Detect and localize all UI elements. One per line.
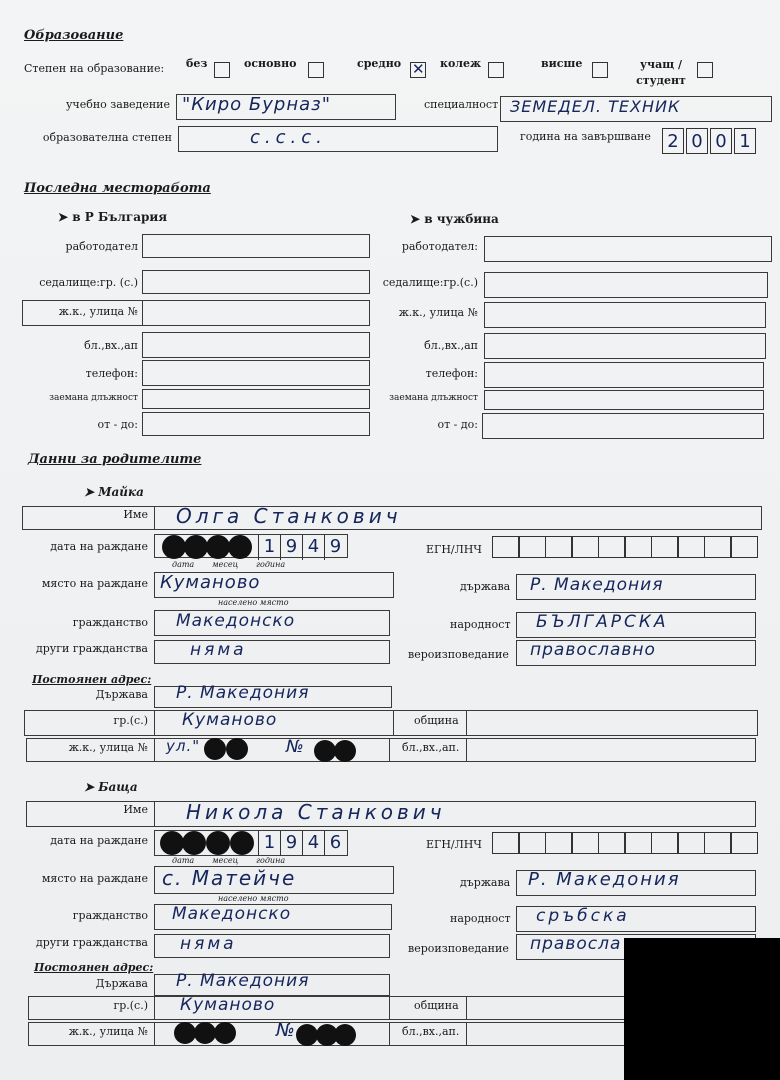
father-birthplace-value: с. Матейче — [162, 866, 297, 890]
abroad-period-label: от - до: — [437, 418, 478, 431]
father-name-value: Никола Станкович — [186, 800, 446, 824]
bg-period-label: от - до: — [97, 418, 138, 431]
father-year-digit-4[interactable]: 6 — [324, 830, 346, 856]
mother-year-digit-1[interactable]: 1 — [258, 534, 280, 560]
abroad-heading-text: в чужбина — [424, 212, 499, 226]
egn-cell[interactable] — [625, 536, 652, 558]
redaction-blot — [314, 740, 336, 762]
redaction-blot — [182, 831, 206, 855]
abroad-block-field[interactable] — [484, 333, 766, 359]
mother-name-label: Име — [123, 508, 148, 521]
bg-street-label: ж.к., улица № — [58, 305, 138, 318]
mother-municipality-field[interactable] — [466, 710, 758, 736]
father-nationality-label: народност — [450, 912, 511, 925]
father-name-label: Име — [123, 803, 148, 816]
bg-employer-label: работодател — [65, 240, 138, 253]
option-basic-checkbox[interactable] — [308, 62, 324, 78]
egn-cell[interactable] — [598, 832, 625, 854]
egn-cell[interactable] — [651, 832, 678, 854]
grad-year-label: година на завършване — [520, 130, 651, 143]
grad-year-digit-4[interactable]: 1 — [734, 128, 756, 154]
mother-country-value: Р. Македония — [530, 575, 664, 595]
father-street-no: № — [276, 1020, 296, 1041]
egn-cell[interactable] — [519, 832, 546, 854]
abroad-block-label: бл.,вх.,ап — [424, 339, 478, 352]
mother-addr-country-label: Държава — [95, 688, 148, 701]
grad-year-digit-1[interactable]: 2 — [662, 128, 684, 154]
father-addr-block-field[interactable] — [466, 1022, 628, 1046]
father-address-title: Постоянен адрес: — [34, 961, 154, 974]
mother-religion-value: православно — [530, 640, 656, 660]
mother-other-citizenship-label: други гражданства — [35, 642, 148, 655]
date-sub-year: година — [256, 560, 286, 569]
mother-citizenship-value: Македонско — [176, 611, 296, 631]
mother-name-value: Олга Станкович — [176, 504, 402, 528]
date-sub-day: дата — [172, 856, 195, 865]
edu-degree-label: образователна степен — [42, 131, 172, 144]
father-country-value: Р. Македония — [528, 869, 681, 890]
egn-cell[interactable] — [492, 536, 519, 558]
bg-employer-field[interactable] — [142, 234, 370, 258]
egn-cell[interactable] — [651, 536, 678, 558]
father-addr-country-value: Р. Македония — [176, 971, 310, 991]
bg-heading — [58, 210, 167, 224]
redaction-blot — [206, 831, 230, 855]
father-nationality-value: сръбска — [536, 906, 630, 926]
arrow-icon: ➤ — [84, 780, 99, 794]
mother-addr-block-label: бл.,вх.,ап. — [402, 741, 460, 754]
bg-period-field[interactable] — [142, 412, 370, 436]
date-sub-year: година — [256, 856, 286, 865]
father-heading — [84, 780, 138, 794]
education-title: Образование — [24, 28, 124, 43]
bg-seat-label: седалище:гр. (с.) — [39, 276, 138, 289]
egn-cell[interactable] — [731, 536, 758, 558]
date-sub-month: месец — [212, 856, 239, 865]
abroad-phone-label: телефон: — [425, 367, 478, 380]
bg-seat-field[interactable] — [142, 270, 370, 294]
father-other-citizenship-label: други гражданства — [35, 936, 148, 949]
degree-label: Степен на образование: — [24, 62, 165, 75]
redaction-blot — [162, 535, 186, 559]
redaction-blot — [334, 1024, 356, 1046]
father-addr-country-label: Държава — [95, 977, 148, 990]
mother-addr-street-label: ж.к., улица № — [68, 741, 148, 754]
egn-cell[interactable] — [731, 832, 758, 854]
date-sub-month: месец — [212, 560, 239, 569]
abroad-street-label: ж.к., улица № — [398, 306, 478, 319]
grad-year-digit-2[interactable]: 0 — [686, 128, 708, 154]
mother-municipality-label: община — [414, 714, 459, 727]
school-value: "Киро Бурназ" — [182, 94, 331, 115]
father-country-label: държава — [460, 876, 511, 889]
specialty-label: специалност — [424, 98, 499, 111]
father-citizenship-label: гражданство — [72, 909, 148, 922]
mother-other-citizenship-value: няма — [190, 640, 247, 660]
redaction-blot — [226, 738, 248, 760]
option-none-checkbox[interactable] — [214, 62, 230, 78]
redaction-blot — [194, 1022, 216, 1044]
mother-street-prefix: ул." — [166, 737, 201, 755]
bg-street-field[interactable] — [142, 300, 370, 326]
abroad-phone-field[interactable] — [484, 362, 764, 388]
option-secondary-label: средно — [357, 57, 402, 70]
school-label: учебно заведение — [65, 98, 170, 111]
abroad-employer-field[interactable] — [484, 236, 772, 262]
option-student-label: учащ / студент — [636, 58, 686, 87]
mother-year-digit-2[interactable]: 9 — [280, 534, 302, 560]
father-year-digit-1[interactable]: 1 — [258, 830, 280, 856]
date-sub-day: дата — [172, 560, 195, 569]
abroad-heading — [410, 212, 499, 226]
egn-cell[interactable] — [704, 536, 731, 558]
option-none-label: без — [186, 57, 208, 70]
father-addr-city-label: гр.(с.) — [113, 999, 148, 1012]
mother-birthplace-value: Куманово — [160, 572, 261, 593]
mother-addr-block-field[interactable] — [466, 738, 756, 762]
father-addr-block-label: бл.,вх.,ап. — [402, 1025, 460, 1038]
mother-addr-country-value: Р. Македония — [176, 683, 310, 703]
egn-cell[interactable] — [678, 536, 705, 558]
option-higher-label: висше — [541, 57, 583, 70]
parents-title: Данни за родителите — [28, 452, 202, 467]
abroad-seat-label: седалище:гр.(с.) — [382, 276, 478, 289]
mother-country-label: държава — [460, 580, 511, 593]
father-religion-label: вероизповедание — [408, 942, 509, 955]
redaction-blot — [160, 831, 184, 855]
father-year-digit-3[interactable]: 4 — [302, 830, 324, 856]
mother-heading-text: Майка — [98, 485, 144, 499]
bg-position-field[interactable] — [142, 389, 370, 409]
abroad-position-field[interactable] — [484, 390, 764, 410]
mother-addr-city-label: гр.(с.) — [113, 714, 148, 727]
redaction-blot — [334, 740, 356, 762]
arrow-icon: ➤ — [58, 210, 73, 224]
father-other-citizenship-value: няма — [180, 934, 237, 954]
abroad-street-field[interactable] — [484, 302, 766, 328]
egn-cell[interactable] — [704, 832, 731, 854]
redaction-blot — [184, 535, 208, 559]
last-job-title: Последна месторабота — [24, 181, 211, 196]
egn-cell[interactable] — [545, 832, 572, 854]
redaction-blot — [214, 1022, 236, 1044]
option-higher-checkbox[interactable] — [592, 62, 608, 78]
egn-cell[interactable] — [519, 536, 546, 558]
mother-year-digit-3[interactable]: 4 — [302, 534, 324, 560]
mother-religion-label: вероизповедание — [408, 648, 509, 661]
mother-egn-label: ЕГН/ЛНЧ — [426, 543, 482, 556]
place-sub: населено място — [218, 894, 289, 903]
father-year-digit-2[interactable]: 9 — [280, 830, 302, 856]
bg-block-field[interactable] — [142, 332, 370, 358]
mother-birthplace-label: място на раждане — [41, 577, 148, 590]
option-college-label: колеж — [440, 57, 482, 70]
mother-address-title: Постоянен адрес: — [32, 673, 152, 686]
redaction-blot — [296, 1024, 318, 1046]
option-college-checkbox[interactable] — [488, 62, 504, 78]
egn-cell[interactable] — [598, 536, 625, 558]
egn-cell[interactable] — [625, 832, 652, 854]
father-birth-label: дата на раждане — [50, 834, 148, 847]
mother-nationality-label: народност — [450, 618, 511, 631]
option-secondary-checkbox[interactable] — [410, 62, 426, 78]
redaction-blot — [206, 535, 230, 559]
bg-phone-field[interactable] — [142, 360, 370, 386]
grad-year-digit-3[interactable]: 0 — [710, 128, 732, 154]
egn-cell[interactable] — [572, 832, 599, 854]
father-addr-city-value: Куманово — [180, 995, 276, 1015]
redaction-blot — [230, 831, 254, 855]
abroad-period-field[interactable] — [482, 413, 764, 439]
father-municipality-field[interactable] — [466, 996, 628, 1020]
father-heading-text: Баща — [98, 780, 138, 794]
egn-cell[interactable] — [492, 832, 519, 854]
abroad-position-label: заемана длъжност — [389, 393, 478, 403]
mother-street-no: № — [286, 737, 305, 757]
egn-cell[interactable] — [545, 536, 572, 558]
specialty-value: ЗЕМЕДЕЛ. ТЕХНИК — [510, 97, 681, 116]
mother-citizenship-label: гражданство — [72, 616, 148, 629]
place-sub: населено място — [218, 598, 289, 607]
father-birthplace-label: място на раждане — [41, 872, 148, 885]
bg-block-label: бл.,вх.,ап — [84, 339, 138, 352]
father-religion-value: правосла — [530, 934, 622, 954]
father-municipality-label: община — [414, 999, 459, 1012]
mother-addr-city-value: Куманово — [182, 710, 278, 730]
abroad-employer-label: работодател: — [401, 240, 478, 253]
edu-degree-value: с.с.с. — [250, 127, 327, 148]
mother-year-digit-4[interactable]: 9 — [324, 534, 346, 560]
father-citizenship-value: Македонско — [172, 904, 292, 924]
mother-birth-label: дата на раждане — [50, 540, 148, 553]
edu-degree-field[interactable] — [178, 126, 498, 152]
father-addr-street-label: ж.к., улица № — [68, 1025, 148, 1038]
redaction-blot — [174, 1022, 196, 1044]
bg-position-label: заемана длъжност — [49, 393, 138, 403]
option-student-checkbox[interactable] — [697, 62, 713, 78]
arrow-icon: ➤ — [410, 212, 425, 226]
bg-heading-text: в Р България — [72, 210, 168, 224]
arrow-icon: ➤ — [84, 485, 99, 499]
egn-cell[interactable] — [572, 536, 599, 558]
father-egn-label: ЕГН/ЛНЧ — [426, 838, 482, 851]
egn-cell[interactable] — [678, 832, 705, 854]
abroad-seat-field[interactable] — [484, 272, 768, 298]
redaction-blot — [204, 738, 226, 760]
option-basic-label: основно — [244, 57, 297, 70]
mother-nationality-value: БЪЛГАРСКА — [536, 612, 669, 632]
bg-phone-label: телефон: — [85, 367, 138, 380]
redaction-blot — [228, 535, 252, 559]
mother-heading — [84, 485, 144, 499]
redaction-rectangle — [624, 938, 780, 1080]
